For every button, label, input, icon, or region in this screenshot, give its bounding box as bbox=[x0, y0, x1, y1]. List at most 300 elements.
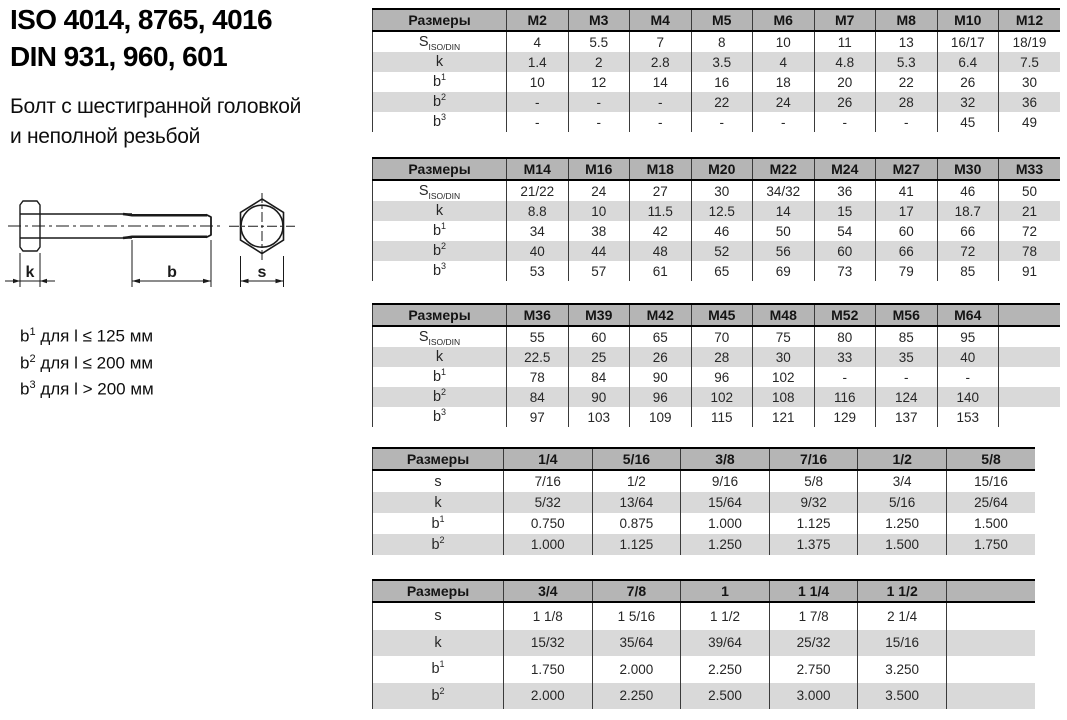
size-column-header: M5 bbox=[691, 9, 753, 31]
value-cell: 80 bbox=[814, 326, 876, 347]
size-header-label: Размеры bbox=[373, 158, 507, 180]
value-cell: - bbox=[814, 112, 876, 132]
value-cell: 2.250 bbox=[681, 656, 770, 683]
value-cell: 15/16 bbox=[858, 630, 947, 657]
value-cell: 2.8 bbox=[630, 52, 692, 72]
value-cell: 22 bbox=[876, 72, 938, 92]
size-column-header: M33 bbox=[999, 158, 1061, 180]
value-cell: 95 bbox=[937, 326, 999, 347]
value-cell: 108 bbox=[753, 387, 815, 407]
value-cell: 11.5 bbox=[630, 201, 692, 221]
size-column-header: 3/4 bbox=[504, 580, 593, 602]
table-row bbox=[373, 347, 1061, 367]
row-label bbox=[373, 492, 504, 513]
table-row bbox=[373, 52, 1061, 72]
size-header-label: Размеры bbox=[373, 448, 504, 470]
value-cell: 90 bbox=[630, 367, 692, 387]
value-cell: 3.500 bbox=[858, 683, 947, 710]
row-label-base: k bbox=[434, 634, 442, 651]
table-header-row bbox=[373, 9, 1061, 31]
value-cell: 33 bbox=[814, 347, 876, 367]
value-cell: 48 bbox=[630, 241, 692, 261]
value-cell: 5.5 bbox=[568, 31, 630, 52]
value-cell: 2.000 bbox=[504, 683, 593, 710]
row-label-base: k bbox=[435, 54, 444, 70]
size-column-header: M30 bbox=[937, 158, 999, 180]
value-cell: 18/19 bbox=[999, 31, 1061, 52]
value-cell: 15/16 bbox=[946, 470, 1035, 492]
size-column-header: 1 1/4 bbox=[769, 580, 858, 602]
row-label bbox=[373, 630, 504, 657]
dimensions-table-inch-large bbox=[372, 579, 1035, 709]
value-cell: 13 bbox=[876, 31, 938, 52]
size-column-header: 5/16 bbox=[592, 448, 681, 470]
value-cell: 0.750 bbox=[504, 513, 593, 534]
b-arrow-left bbox=[132, 279, 140, 283]
value-cell: 91 bbox=[999, 261, 1061, 281]
value-cell: 84 bbox=[507, 387, 569, 407]
row-label-subscript: ISO/DIN bbox=[428, 190, 461, 201]
row-label-superscript: 2 bbox=[441, 92, 447, 103]
din-standards-line: DIN 931, 960, 601 bbox=[10, 41, 228, 72]
row-label-base: S bbox=[418, 34, 429, 50]
row-label-base: b bbox=[432, 409, 442, 425]
value-cell: 3/4 bbox=[858, 470, 947, 492]
value-cell: 16 bbox=[691, 72, 753, 92]
value-cell: 8 bbox=[691, 31, 753, 52]
value-cell: - bbox=[568, 112, 630, 132]
empty-cell bbox=[999, 367, 1061, 387]
row-label-base: s bbox=[434, 608, 442, 625]
value-cell: 4 bbox=[753, 52, 815, 72]
table-row bbox=[373, 201, 1061, 221]
value-cell: 50 bbox=[753, 221, 815, 241]
size-column-header: M48 bbox=[753, 304, 815, 326]
value-cell: 78 bbox=[507, 367, 569, 387]
dimensions-table-m2-m12 bbox=[372, 8, 1060, 132]
s-dimension-label: s bbox=[257, 264, 267, 281]
size-header-label: Размеры bbox=[373, 304, 507, 326]
value-cell: 2 1/4 bbox=[858, 602, 947, 630]
size-column-header: M12 bbox=[999, 9, 1061, 31]
value-cell: 7 bbox=[630, 31, 692, 52]
value-cell: 2 bbox=[568, 52, 630, 72]
value-cell: 16/17 bbox=[937, 31, 999, 52]
row-label-base: b bbox=[431, 536, 440, 553]
row-label bbox=[373, 52, 507, 72]
dimensions-table-inch-small bbox=[372, 447, 1035, 555]
value-cell: 129 bbox=[814, 407, 876, 427]
value-cell: 85 bbox=[876, 326, 938, 347]
size-column-header: M36 bbox=[507, 304, 569, 326]
value-cell: 28 bbox=[876, 92, 938, 112]
row-label-superscript: 3 bbox=[441, 112, 447, 123]
value-cell: 8.8 bbox=[507, 201, 569, 221]
value-cell: - bbox=[876, 112, 938, 132]
row-label-base: b bbox=[432, 243, 442, 259]
size-column-header: M45 bbox=[691, 304, 753, 326]
value-cell: 103 bbox=[568, 407, 630, 427]
empty-cell bbox=[999, 347, 1061, 367]
table-header-row bbox=[373, 580, 1036, 602]
value-cell: 1.375 bbox=[769, 534, 858, 555]
value-cell: 1.4 bbox=[507, 52, 569, 72]
size-column-header: M6 bbox=[753, 9, 815, 31]
size-column-header: M16 bbox=[568, 158, 630, 180]
value-cell: 85 bbox=[937, 261, 999, 281]
row-label bbox=[373, 602, 504, 630]
value-cell: 60 bbox=[814, 241, 876, 261]
size-column-header: 5/8 bbox=[946, 448, 1035, 470]
table-row bbox=[373, 112, 1061, 132]
row-label bbox=[373, 261, 507, 281]
value-cell: 1.000 bbox=[681, 513, 770, 534]
row-label-base: k bbox=[434, 494, 442, 511]
thread-length-notes bbox=[20, 321, 154, 401]
product-description bbox=[10, 92, 301, 152]
value-cell: 3.000 bbox=[769, 683, 858, 710]
k-dimension-label: k bbox=[25, 264, 35, 281]
table-row bbox=[373, 656, 1036, 683]
value-cell: 39/64 bbox=[681, 630, 770, 657]
table-row bbox=[373, 261, 1061, 281]
row-label-superscript: 1 bbox=[439, 513, 445, 524]
row-label-superscript: 3 bbox=[441, 407, 447, 418]
value-cell: 55 bbox=[507, 326, 569, 347]
value-cell: 97 bbox=[507, 407, 569, 427]
value-cell: 34 bbox=[507, 221, 569, 241]
empty-cell bbox=[946, 683, 1035, 710]
value-cell: 137 bbox=[876, 407, 938, 427]
value-cell: 10 bbox=[568, 201, 630, 221]
value-cell: 36 bbox=[999, 92, 1061, 112]
value-cell: 2.000 bbox=[592, 656, 681, 683]
size-column-header: M10 bbox=[937, 9, 999, 31]
value-cell: 84 bbox=[568, 367, 630, 387]
empty-cell bbox=[946, 656, 1035, 683]
value-cell: 121 bbox=[753, 407, 815, 427]
value-cell: 4.8 bbox=[814, 52, 876, 72]
value-cell: 72 bbox=[999, 221, 1061, 241]
size-column-header: M22 bbox=[753, 158, 815, 180]
row-label bbox=[373, 534, 504, 555]
value-cell: 115 bbox=[691, 407, 753, 427]
value-cell: 2.500 bbox=[681, 683, 770, 710]
row-label-subscript: ISO/DIN bbox=[428, 41, 461, 52]
value-cell: 46 bbox=[691, 221, 753, 241]
value-cell: 12 bbox=[568, 72, 630, 92]
value-cell: 24 bbox=[753, 92, 815, 112]
row-label-superscript: 2 bbox=[439, 685, 445, 696]
row-label bbox=[373, 180, 507, 201]
value-cell: 25/32 bbox=[769, 630, 858, 657]
thread-runout-top bbox=[123, 214, 207, 215]
size-column-header: 1/4 bbox=[504, 448, 593, 470]
k-arrow-left bbox=[13, 279, 20, 283]
size-column-header: M64 bbox=[937, 304, 999, 326]
value-cell: 34/32 bbox=[753, 180, 815, 201]
value-cell: 1 7/8 bbox=[769, 602, 858, 630]
value-cell: 25/64 bbox=[946, 492, 1035, 513]
table-row bbox=[373, 180, 1061, 201]
empty-cell bbox=[999, 326, 1061, 347]
value-cell: - bbox=[937, 367, 999, 387]
value-cell: 1 5/16 bbox=[592, 602, 681, 630]
dimensions-table-m36-m64 bbox=[372, 303, 1060, 427]
row-label-superscript: 2 bbox=[441, 241, 447, 252]
value-cell: 96 bbox=[691, 367, 753, 387]
value-cell: 96 bbox=[630, 387, 692, 407]
row-label-superscript: 2 bbox=[441, 387, 447, 398]
row-label bbox=[373, 31, 507, 52]
size-column-header: 7/8 bbox=[592, 580, 681, 602]
row-label bbox=[373, 407, 507, 427]
table-row bbox=[373, 407, 1061, 427]
value-cell: - bbox=[630, 112, 692, 132]
value-cell: 46 bbox=[937, 180, 999, 201]
row-label bbox=[373, 72, 507, 92]
description-line-1: Болт с шестигранной головкой bbox=[10, 95, 302, 118]
table-row bbox=[373, 92, 1061, 112]
row-label-superscript: 1 bbox=[439, 659, 445, 670]
note-b3-text: для l > 200 мм bbox=[35, 379, 154, 399]
value-cell: 9/32 bbox=[769, 492, 858, 513]
table-region-m14-m33 bbox=[372, 157, 1060, 281]
note-b3-base: b bbox=[20, 379, 30, 399]
value-cell: 45 bbox=[937, 112, 999, 132]
table-row bbox=[373, 72, 1061, 92]
value-cell: 30 bbox=[999, 72, 1061, 92]
size-column-header: M14 bbox=[507, 158, 569, 180]
note-b2-text: для l ≤ 200 мм bbox=[35, 353, 154, 373]
value-cell: 79 bbox=[876, 261, 938, 281]
row-label-base: b bbox=[432, 369, 442, 385]
size-column-header: M4 bbox=[630, 9, 692, 31]
value-cell: 30 bbox=[753, 347, 815, 367]
value-cell: 24 bbox=[568, 180, 630, 201]
value-cell: 25 bbox=[568, 347, 630, 367]
value-cell: 11 bbox=[814, 31, 876, 52]
value-cell: 109 bbox=[630, 407, 692, 427]
row-label-base: b bbox=[432, 114, 442, 130]
value-cell: 61 bbox=[630, 261, 692, 281]
value-cell: - bbox=[753, 112, 815, 132]
value-cell: 50 bbox=[999, 180, 1061, 201]
value-cell: 41 bbox=[876, 180, 938, 201]
s-arrow-right bbox=[276, 279, 284, 283]
row-label-base: b bbox=[432, 263, 442, 279]
row-label-base: k bbox=[435, 203, 444, 219]
value-cell: 44 bbox=[568, 241, 630, 261]
value-cell: 60 bbox=[876, 221, 938, 241]
value-cell: 140 bbox=[937, 387, 999, 407]
row-label-superscript: 3 bbox=[441, 261, 447, 272]
value-cell: 60 bbox=[568, 326, 630, 347]
value-cell: 40 bbox=[507, 241, 569, 261]
value-cell: 0.875 bbox=[592, 513, 681, 534]
size-column-header: 3/8 bbox=[681, 448, 770, 470]
value-cell: 14 bbox=[630, 72, 692, 92]
k-arrow-right bbox=[40, 279, 47, 283]
value-cell: 1.750 bbox=[946, 534, 1035, 555]
value-cell: 69 bbox=[753, 261, 815, 281]
value-cell: 20 bbox=[814, 72, 876, 92]
size-column-header: M18 bbox=[630, 158, 692, 180]
row-label-base: S bbox=[418, 329, 429, 345]
size-column-header: M7 bbox=[814, 9, 876, 31]
row-label bbox=[373, 241, 507, 261]
row-label-superscript: 1 bbox=[441, 367, 447, 378]
size-column-header: M8 bbox=[876, 9, 938, 31]
empty-cell bbox=[946, 630, 1035, 657]
value-cell: - bbox=[507, 92, 569, 112]
value-cell: 1.125 bbox=[769, 513, 858, 534]
empty-column-header bbox=[999, 304, 1061, 326]
value-cell: 27 bbox=[630, 180, 692, 201]
value-cell: 35 bbox=[876, 347, 938, 367]
size-column-header: 1 1/2 bbox=[858, 580, 947, 602]
iso-standards-line: ISO 4014, 8765, 4016 bbox=[10, 4, 272, 35]
row-label-base: s bbox=[434, 473, 442, 490]
row-label bbox=[373, 683, 504, 710]
row-label-superscript: 1 bbox=[441, 72, 447, 83]
value-cell: 102 bbox=[691, 387, 753, 407]
table-row bbox=[373, 630, 1036, 657]
size-header-label: Размеры bbox=[373, 580, 504, 602]
b-arrow-right bbox=[203, 279, 211, 283]
table-row bbox=[373, 492, 1036, 513]
row-label-subscript: ISO/DIN bbox=[428, 336, 461, 347]
value-cell: 1 1/2 bbox=[681, 602, 770, 630]
empty-cell bbox=[999, 387, 1061, 407]
table-row bbox=[373, 326, 1061, 347]
row-label bbox=[373, 112, 507, 132]
value-cell: 57 bbox=[568, 261, 630, 281]
row-label-base: b bbox=[431, 661, 440, 678]
value-cell: 15/64 bbox=[681, 492, 770, 513]
table-row bbox=[373, 221, 1061, 241]
value-cell: 12.5 bbox=[691, 201, 753, 221]
row-label bbox=[373, 656, 504, 683]
value-cell: 26 bbox=[814, 92, 876, 112]
value-cell: - bbox=[507, 112, 569, 132]
value-cell: 54 bbox=[814, 221, 876, 241]
value-cell: 17 bbox=[876, 201, 938, 221]
value-cell: 5/8 bbox=[769, 470, 858, 492]
value-cell: 65 bbox=[630, 326, 692, 347]
value-cell: 78 bbox=[999, 241, 1061, 261]
value-cell: 22.5 bbox=[507, 347, 569, 367]
value-cell: 9/16 bbox=[681, 470, 770, 492]
value-cell: 5.3 bbox=[876, 52, 938, 72]
b-dimension-label: b bbox=[167, 264, 177, 281]
row-label-superscript: 2 bbox=[439, 534, 445, 545]
size-column-header: M52 bbox=[814, 304, 876, 326]
table-region-m36-m64 bbox=[372, 303, 1060, 427]
value-cell: 1.250 bbox=[858, 513, 947, 534]
bolt-technical-drawing bbox=[0, 190, 320, 315]
row-label-superscript: 1 bbox=[441, 221, 447, 232]
value-cell: 1.125 bbox=[592, 534, 681, 555]
description-line-2: и неполной резьбой bbox=[10, 125, 201, 148]
value-cell: 15/32 bbox=[504, 630, 593, 657]
value-cell: 53 bbox=[507, 261, 569, 281]
note-b2 bbox=[20, 348, 154, 375]
value-cell: 1.500 bbox=[946, 513, 1035, 534]
row-label bbox=[373, 387, 507, 407]
row-label-base: b bbox=[432, 389, 442, 405]
value-cell: 73 bbox=[814, 261, 876, 281]
note-b1-sup: 1 bbox=[29, 326, 36, 338]
value-cell: 21 bbox=[999, 201, 1061, 221]
table-row bbox=[373, 31, 1061, 52]
value-cell: 66 bbox=[876, 241, 938, 261]
empty-column-header bbox=[946, 580, 1035, 602]
table-row bbox=[373, 534, 1036, 555]
row-label-base: b bbox=[431, 687, 440, 704]
size-column-header: M24 bbox=[814, 158, 876, 180]
value-cell: 65 bbox=[691, 261, 753, 281]
value-cell: 1.500 bbox=[858, 534, 947, 555]
row-label bbox=[373, 201, 507, 221]
value-cell: 75 bbox=[753, 326, 815, 347]
row-label bbox=[373, 326, 507, 347]
value-cell: 1.750 bbox=[504, 656, 593, 683]
table-row bbox=[373, 470, 1036, 492]
s-arrow-left bbox=[241, 279, 249, 283]
note-b3-sup: 3 bbox=[29, 379, 36, 392]
table-row bbox=[373, 241, 1061, 261]
value-cell: 15 bbox=[814, 201, 876, 221]
value-cell: 7.5 bbox=[999, 52, 1061, 72]
size-column-header: M27 bbox=[876, 158, 938, 180]
table-row bbox=[373, 387, 1061, 407]
size-column-header: 7/16 bbox=[769, 448, 858, 470]
note-b1-text: для l ≤ 125 мм bbox=[35, 326, 154, 346]
value-cell: 22 bbox=[691, 92, 753, 112]
value-cell: 1/2 bbox=[592, 470, 681, 492]
row-label-base: b bbox=[432, 223, 442, 239]
table-header-row bbox=[373, 304, 1061, 326]
thread-runout-bottom bbox=[123, 237, 207, 238]
size-column-header: M39 bbox=[568, 304, 630, 326]
value-cell: 10 bbox=[507, 72, 569, 92]
row-label bbox=[373, 367, 507, 387]
value-cell: 5/32 bbox=[504, 492, 593, 513]
row-label-base: b bbox=[432, 74, 442, 90]
value-cell: 4 bbox=[507, 31, 569, 52]
empty-cell bbox=[946, 602, 1035, 630]
value-cell: 90 bbox=[568, 387, 630, 407]
size-column-header: M42 bbox=[630, 304, 692, 326]
value-cell: 1.000 bbox=[504, 534, 593, 555]
value-cell: 3.250 bbox=[858, 656, 947, 683]
value-cell: 66 bbox=[937, 221, 999, 241]
value-cell: 35/64 bbox=[592, 630, 681, 657]
note-b2-sup: 2 bbox=[29, 352, 36, 365]
size-column-header: M2 bbox=[507, 9, 569, 31]
value-cell: 2.750 bbox=[769, 656, 858, 683]
empty-cell bbox=[999, 407, 1061, 427]
row-label bbox=[373, 347, 507, 367]
size-column-header: 1 bbox=[681, 580, 770, 602]
size-column-header: M3 bbox=[568, 9, 630, 31]
value-cell: 116 bbox=[814, 387, 876, 407]
value-cell: - bbox=[691, 112, 753, 132]
value-cell: 56 bbox=[753, 241, 815, 261]
row-label bbox=[373, 221, 507, 241]
row-label-base: b bbox=[432, 94, 442, 110]
